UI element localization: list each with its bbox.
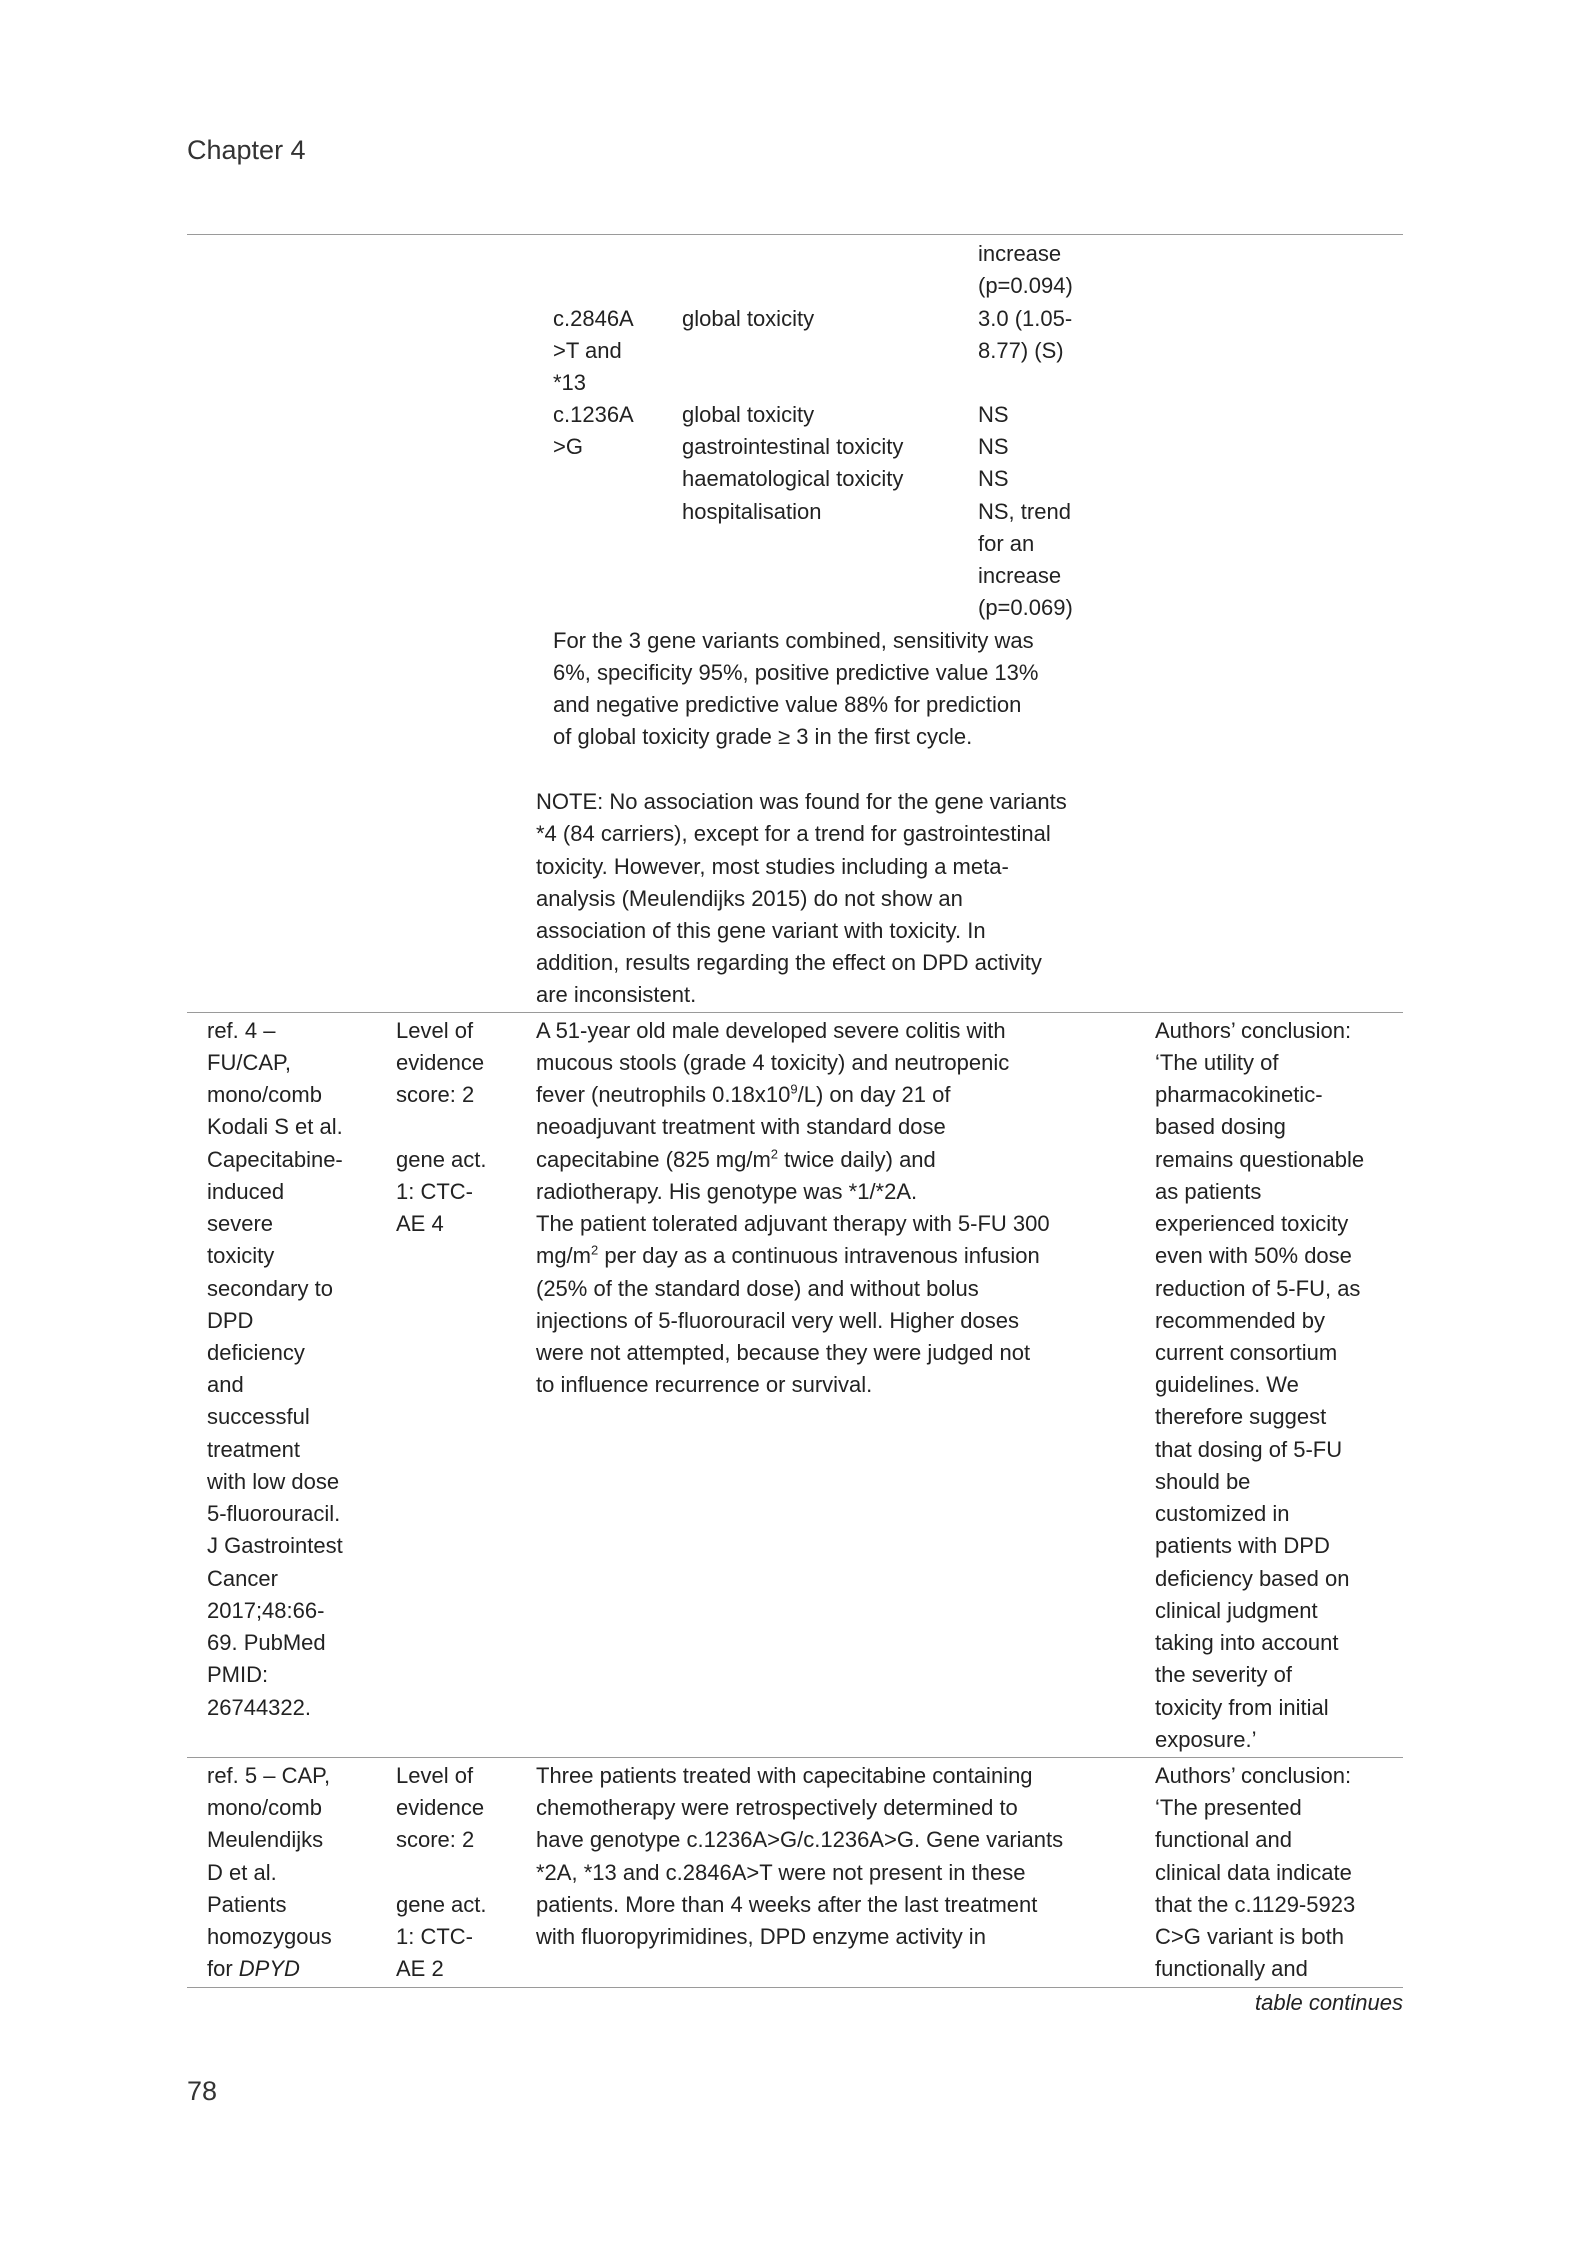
outcome-line: gastrointestinal toxicity	[682, 434, 904, 459]
source-line: J Gastrointest	[207, 1533, 343, 1558]
row-divider	[187, 1757, 1403, 1758]
description-line: capecitabine (825 $mg/m^2$ twice daily) and	[536, 1146, 936, 1172]
source-line: 5-fluorouracil.	[207, 1501, 341, 1526]
source-line: ref. 5 – CAP,	[207, 1763, 331, 1788]
source-line: with low dose	[207, 1469, 340, 1494]
conclusion-line: the severity of	[1155, 1662, 1292, 1687]
conclusion-line: as patients	[1155, 1179, 1262, 1204]
variant-line: >G	[553, 434, 583, 459]
source-line: for DPYD	[207, 1956, 300, 1981]
note-line: are inconsistent.	[536, 982, 697, 1007]
table-bottom-rule	[187, 1987, 1403, 1988]
description-line: (25% of the standard dose) and without bolus	[536, 1276, 979, 1301]
description-line: Three patients treated with capecitabine containing	[536, 1763, 1033, 1788]
conclusion-line: that the c.1129-5923	[1155, 1892, 1356, 1917]
description-line: with fluoropyrimidines, DPD enzyme activity in	[536, 1924, 986, 1949]
gene-act-line: AE 2	[396, 1956, 444, 1981]
conclusion-line: ‘The utility of	[1155, 1050, 1279, 1075]
level-line: score: 2	[396, 1082, 475, 1107]
conclusion-line: current consortium	[1155, 1340, 1338, 1365]
source-line: mono/comb	[207, 1082, 322, 1107]
source-line: 69. PubMed	[207, 1630, 326, 1655]
description-line: patients. More than 4 weeks after the last treatment	[536, 1892, 1038, 1917]
effect-line: increase	[978, 241, 1062, 266]
level-line: evidence	[396, 1050, 485, 1075]
gene-act-line: gene act.	[396, 1892, 487, 1917]
source-line: 26744322.	[207, 1695, 311, 1720]
variant-line: >T and	[553, 338, 622, 363]
combined-line: For the 3 gene variants combined, sensitivity was	[553, 628, 1034, 653]
gene-act-line: AE 4	[396, 1211, 444, 1236]
source-line: secondary to	[207, 1276, 333, 1301]
source-line: ref. 4 –	[207, 1018, 276, 1043]
effect-line: NS, trend	[978, 499, 1071, 524]
description-line: injections of 5-fluorouracil very well. Higher doses	[536, 1308, 1019, 1333]
description-line: mucous stools (grade 4 toxicity) and neutropenic	[536, 1050, 1010, 1075]
conclusion-line: taking into account	[1155, 1630, 1339, 1655]
conclusion-line: Authors’ conclusion:	[1155, 1018, 1352, 1043]
outcome-line: global toxicity	[682, 402, 815, 427]
level-line: Level of	[396, 1018, 474, 1043]
conclusion-line: patients with DPD	[1155, 1533, 1330, 1558]
outcome-line: global toxicity	[682, 306, 815, 331]
combined-line: of global toxicity grade ≥ 3 in the first cycle.	[553, 724, 973, 749]
source-line: deficiency	[207, 1340, 305, 1365]
conclusion-line: therefore suggest	[1155, 1404, 1327, 1429]
effect-line: 8.77) (S)	[978, 338, 1064, 363]
conclusion-line: C>G variant is both	[1155, 1924, 1344, 1949]
conclusion-line: experienced toxicity	[1155, 1211, 1349, 1236]
description-line: fever (neutrophils $0.18x10^9/L$) on day 21 of	[536, 1081, 951, 1107]
conclusion-line: customized in	[1155, 1501, 1290, 1526]
conclusion-line: that dosing of 5-FU	[1155, 1437, 1343, 1462]
source-line: homozygous	[207, 1924, 332, 1949]
conclusion-line: deficiency based on	[1155, 1566, 1350, 1591]
effect-line: NS	[978, 402, 1009, 427]
conclusion-line: guidelines. We	[1155, 1372, 1299, 1397]
combined-line: and negative predictive value 88% for prediction	[553, 692, 1022, 717]
level-line: score: 2	[396, 1827, 475, 1852]
source-line: DPD	[207, 1308, 254, 1333]
conclusion-line: functionally and	[1155, 1956, 1308, 1981]
effect-line: NS	[978, 466, 1009, 491]
source-line: mono/comb	[207, 1795, 322, 1820]
source-line: toxicity	[207, 1243, 275, 1268]
note-line: *4 (84 carriers), except for a trend for gastrointestinal	[536, 821, 1051, 846]
conclusion-line: Authors’ conclusion:	[1155, 1763, 1352, 1788]
source-line: PMID:	[207, 1662, 269, 1687]
gene-act-line: gene act.	[396, 1147, 487, 1172]
source-line: Patients	[207, 1892, 287, 1917]
source-line: and	[207, 1372, 244, 1397]
conclusion-line: pharmacokinetic-	[1155, 1082, 1323, 1107]
description-line: have genotype c.1236A>G/c.1236A>G. Gene variants	[536, 1827, 1064, 1852]
source-line: 2017;48:66-	[207, 1598, 325, 1623]
conclusion-line: toxicity from initial	[1155, 1695, 1329, 1720]
source-line: FU/CAP,	[207, 1050, 291, 1075]
description-line: $mg/m^2$ per day as a continuous intravenous infusion	[536, 1242, 1040, 1268]
conclusion-line: clinical data indicate	[1155, 1860, 1352, 1885]
page-number: 78	[187, 2076, 218, 2106]
conclusion-line: remains questionable	[1155, 1147, 1365, 1172]
source-line: treatment	[207, 1437, 300, 1462]
description-line: were not attempted, because they were judged not	[536, 1340, 1031, 1365]
note-line: analysis (Meulendijks 2015) do not show an	[536, 886, 963, 911]
conclusion-line: even with 50% dose	[1155, 1243, 1352, 1268]
description-line: to influence recurrence or survival.	[536, 1372, 873, 1397]
source-line: Meulendijks	[207, 1827, 324, 1852]
effect-line: (p=0.069)	[978, 595, 1073, 620]
description-line: The patient tolerated adjuvant therapy with 5-FU 300	[536, 1211, 1050, 1236]
source-line: Capecitabine-	[207, 1147, 343, 1172]
description-line: neoadjuvant treatment with standard dose	[536, 1114, 946, 1139]
outcome-line: haematological toxicity	[682, 466, 904, 491]
variant-line: c.2846A	[553, 306, 634, 331]
description-line: radiotherapy. His genotype was *1/*2A.	[536, 1179, 918, 1204]
source-line: Cancer	[207, 1566, 278, 1591]
note-line: association of this gene variant with toxicity. In	[536, 918, 986, 943]
conclusion-line: exposure.’	[1155, 1727, 1257, 1752]
conclusion-line: clinical judgment	[1155, 1598, 1318, 1623]
note-line: NOTE: No association was found for the gene variants	[536, 789, 1067, 814]
source-line: Kodali S et al.	[207, 1114, 343, 1139]
conclusion-line: recommended by	[1155, 1308, 1325, 1333]
description-line: chemotherapy were retrospectively determined to	[536, 1795, 1018, 1820]
effect-line: 3.0 (1.05-	[978, 306, 1073, 331]
effect-line: increase	[978, 563, 1062, 588]
row-divider	[187, 1012, 1403, 1013]
outcome-line: hospitalisation	[682, 499, 822, 524]
effect-line: (p=0.094)	[978, 273, 1073, 298]
description-line: *2A, *13 and c.2846A>T were not present in these	[536, 1860, 1026, 1885]
chapter-heading: Chapter 4	[187, 135, 306, 165]
effect-line: NS	[978, 434, 1009, 459]
table-continues-note: table continues	[1255, 1990, 1403, 2015]
combined-line: 6%, specificity 95%, positive predictive value 13%	[553, 660, 1039, 685]
effect-line: for an	[978, 531, 1035, 556]
source-line: induced	[207, 1179, 285, 1204]
description-line: A 51-year old male developed severe colitis with	[536, 1018, 1006, 1043]
conclusion-line: reduction of 5-FU, as	[1155, 1276, 1361, 1301]
conclusion-line: should be	[1155, 1469, 1251, 1494]
source-line: successful	[207, 1404, 310, 1429]
source-line: severe	[207, 1211, 274, 1236]
table-top-rule	[187, 234, 1403, 235]
source-line: D et al.	[207, 1860, 277, 1885]
note-line: toxicity. However, most studies including a meta-	[536, 854, 1009, 879]
conclusion-line: based dosing	[1155, 1114, 1286, 1139]
conclusion-line: ‘The presented	[1155, 1795, 1302, 1820]
variant-line: *13	[553, 370, 587, 395]
gene-act-line: 1: CTC-	[396, 1179, 473, 1204]
level-line: Level of	[396, 1763, 474, 1788]
level-line: evidence	[396, 1795, 485, 1820]
variant-line: c.1236A	[553, 402, 634, 427]
note-line: addition, results regarding the effect on DPD activity	[536, 950, 1042, 975]
conclusion-line: functional and	[1155, 1827, 1292, 1852]
gene-act-line: 1: CTC-	[396, 1924, 473, 1949]
